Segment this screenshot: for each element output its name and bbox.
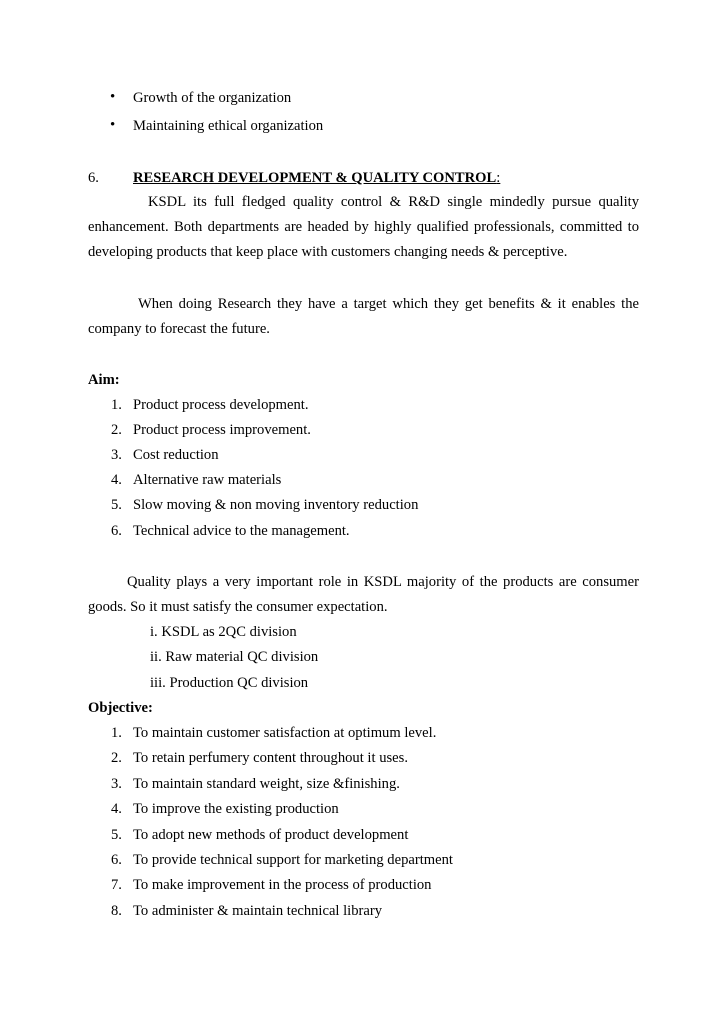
list-item: Product process development. bbox=[133, 397, 309, 413]
list-item-number: 5. bbox=[111, 827, 122, 843]
list-item-number: 3. bbox=[111, 447, 122, 463]
list-item-number: 6. bbox=[111, 852, 122, 868]
list-item: To maintain customer satisfaction at optimum level. bbox=[133, 725, 437, 741]
list-item: Cost reduction bbox=[133, 447, 219, 463]
list-item-number: 5. bbox=[111, 497, 122, 513]
bullet-dot-icon: • bbox=[110, 89, 116, 105]
list-item-number: 7. bbox=[111, 877, 122, 893]
list-item-number: 4. bbox=[111, 472, 122, 488]
division-item: ii. Raw material QC division bbox=[150, 649, 319, 665]
section-heading-colon: : bbox=[496, 170, 501, 186]
list-item: To retain perfumery content throughout it uses. bbox=[133, 750, 408, 766]
list-item-number: 1. bbox=[111, 725, 122, 741]
list-item: To make improvement in the process of production bbox=[133, 877, 432, 893]
bullet-dot-icon: • bbox=[110, 117, 116, 133]
list-item: Slow moving & non moving inventory reduction bbox=[133, 497, 419, 513]
list-item: To adopt new methods of product development bbox=[133, 827, 409, 843]
bullet-item: Maintaining ethical organization bbox=[133, 118, 324, 134]
paragraph-line: goods. So it must satisfy the consumer expectation. bbox=[88, 599, 388, 615]
paragraph-line: developing products that keep place with customers changing needs & perceptive. bbox=[88, 244, 568, 260]
section-heading-text: RESEARCH DEVELOPMENT & QUALITY CONTROL bbox=[133, 170, 497, 186]
list-item-number: 6. bbox=[111, 523, 122, 539]
list-item-number: 8. bbox=[111, 903, 122, 919]
list-item: To provide technical support for marketing department bbox=[133, 852, 453, 868]
list-item: Product process improvement. bbox=[133, 422, 311, 438]
list-item-number: 4. bbox=[111, 801, 122, 817]
aim-heading: Aim: bbox=[88, 372, 120, 388]
paragraph-line: KSDL its full fledged quality control & R&D single mindedly pursue quality bbox=[148, 194, 639, 210]
section-heading bbox=[133, 170, 500, 187]
list-item-number: 3. bbox=[111, 776, 122, 792]
section-number: 6. bbox=[88, 170, 99, 186]
division-item: iii. Production QC division bbox=[150, 675, 309, 691]
objective-heading: Objective: bbox=[88, 700, 153, 716]
paragraph-line: company to forecast the future. bbox=[88, 321, 270, 337]
bullet-item: Growth of the organization bbox=[133, 90, 292, 106]
division-item: i. KSDL as 2QC division bbox=[150, 624, 297, 640]
paragraph-line: When doing Research they have a target which they get benefits & it enables the bbox=[138, 296, 639, 312]
list-item: To maintain standard weight, size &finishing. bbox=[133, 776, 400, 792]
list-item: Alternative raw materials bbox=[133, 472, 282, 488]
list-item: To administer & maintain technical library bbox=[133, 903, 383, 919]
list-item-number: 2. bbox=[111, 422, 122, 438]
list-item: Technical advice to the management. bbox=[133, 523, 350, 539]
paragraph-line: Quality plays a very important role in KSDL majority of the products are consumer bbox=[127, 574, 639, 590]
list-item-number: 2. bbox=[111, 750, 122, 766]
list-item-number: 1. bbox=[111, 397, 122, 413]
paragraph-line: enhancement. Both departments are headed by highly qualified professionals, committed to bbox=[88, 219, 639, 235]
list-item: To improve the existing production bbox=[133, 801, 339, 817]
